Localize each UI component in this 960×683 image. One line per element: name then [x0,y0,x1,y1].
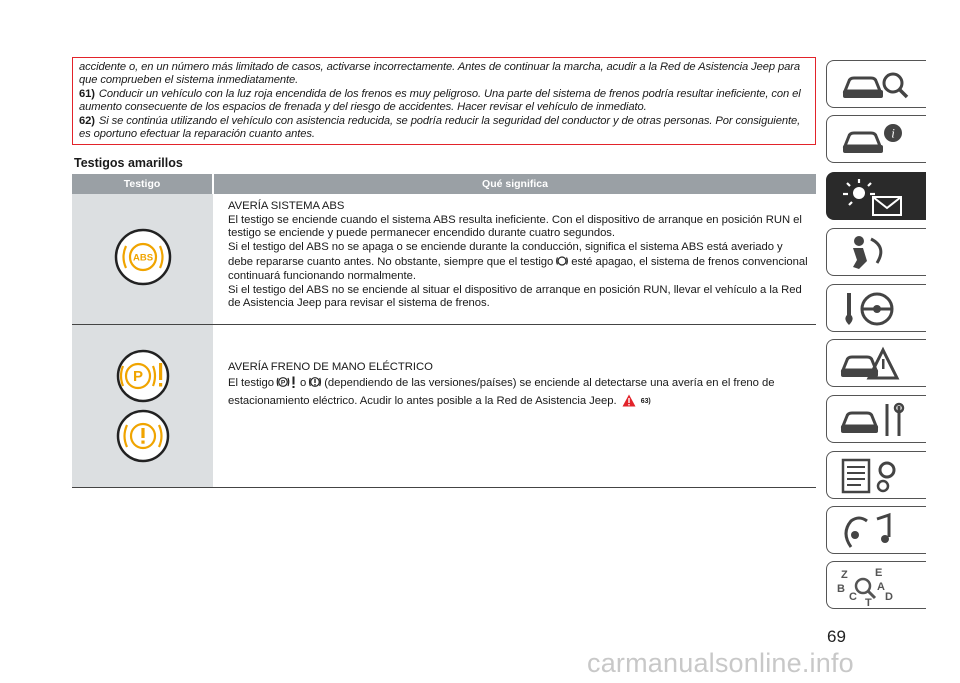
chapter-tab-safety[interactable] [826,228,926,276]
svg-text:B: B [837,583,845,595]
warning-triangle-icon [622,394,636,407]
chapter-tab-index[interactable] [826,561,926,609]
vehicle-info-icon [837,120,917,160]
note-number: 62) [79,114,95,127]
chapter-tab-multimedia[interactable] [826,506,926,554]
description-line: Si el testigo del ABS no se enciende al situar el dispositivo de arranque en posición RUN, llevar el vehículo a la Red [228,283,802,296]
watermark: carmanualsonline.info [587,648,854,678]
svg-text:E: E [875,567,883,579]
warning-paragraph [79,88,809,115]
description-text: debe repararse cuanto antes. No obstante, siempre que el testigo [228,256,554,269]
description-line: continuará funcionando normalmente. [228,269,416,282]
chapter-tab-starting-driving[interactable] [826,284,926,332]
note-reference: 63) [640,398,651,406]
svg-text:P: P [280,379,286,387]
chapter-tab-emergency[interactable] [826,339,926,387]
description-cell [213,194,816,325]
svg-text:i: i [891,125,895,141]
description-text: esté apagao, el sistema de frenos convencional [571,256,808,269]
warning-paragraph: accidente o, en un número más limitado de casos, activarse incorrectamente. Antes de continuar la marcha, acudir a la Red de Asistencia Jeep para que comprueben el sistema inmediatamente. [79,61,800,87]
dashboard-knowledge-icon [837,65,917,105]
table-row [72,194,816,325]
chapter-tab-maintenance[interactable] [826,395,926,443]
index-icon [837,566,917,606]
warning-lights-table [72,174,816,488]
brake-warning-icon [114,409,172,463]
chapter-tab-technical-data[interactable] [826,451,926,499]
svg-text:D: D [885,591,893,603]
abs-warning-icon [555,254,569,268]
electric-parking-brake-icon [276,375,298,389]
description-line: Si el testigo del ABS no se apaga o se enciende durante la conducción, significa el sistema ABS está averiado y [228,240,783,253]
svg-text:ABS: ABS [132,252,153,263]
note-number: 61) [79,87,95,100]
warning-lights-icon [837,177,917,217]
description-line: AVERÍA SISTEMA ABS [228,200,345,212]
description-line [228,254,810,270]
abs-warning-icon [114,228,172,286]
warning-paragraph [79,115,809,142]
svg-text:P: P [132,368,143,385]
description-text: El testigo [228,376,274,389]
column-header: Qué significa [213,174,816,194]
table-row [72,325,816,488]
description-line [228,394,810,409]
icon-cell [72,325,213,488]
chapter-tab-vehicle-info[interactable] [826,115,926,163]
svg-text:Z: Z [841,569,848,581]
maintenance-icon [837,400,917,440]
description-line: testigo se enciende y puede permanecer encendido durante cuatro segundos. [228,227,615,240]
description-line [228,375,810,391]
table-header-row [72,174,816,194]
description-text: (dependiendo de las versiones/países) se enciende al detectarse una avería en el freno de [324,376,775,389]
description-title: AVERÍA FRENO DE MANO ELÉCTRICO [228,361,433,373]
description-text: o [299,376,307,389]
description-text: estacionamiento eléctrico. Acudir lo antes posible a la Red de Asistencia Jeep. [228,395,617,408]
svg-text:A: A [877,581,885,593]
note-text: Conducir un vehículo con la luz roja encendida de los frenos es muy peligroso. Una parte del sistema de frenos podría resultar ineficiente, con el aumento consecuente de los espacios de frenada y del riesgo de accidentes. Hacer revisar el vehículo de inmediato. [79,87,801,114]
starting-driving-icon [837,289,917,329]
icon-cell [72,194,213,325]
chapter-tab-dashboard[interactable] [826,60,926,108]
chapter-tab-warning-lights[interactable] [826,172,926,220]
note-text: Si se continúa utilizando el vehículo con asistencia reducida, se podría reducir la seguridad del conductor y de otras personas. Por consiguiente, es oportuno efectuar la reparación cuanto antes. [79,114,801,141]
multimedia-icon [837,511,917,551]
page-number: 69 [827,627,846,646]
warning-box [72,57,816,145]
svg-text:T: T [865,597,872,606]
brake-warning-icon [308,375,322,389]
technical-data-icon [837,456,917,496]
safety-airbag-icon [837,233,917,273]
section-title: Testigos amarillos [74,156,183,170]
emergency-icon [837,344,917,384]
description-cell [213,325,816,488]
svg-text:C: C [849,591,857,603]
description-line: de Asistencia Jeep para revisar el sistema de frenos. [228,297,490,310]
electric-parking-brake-icon [114,349,172,403]
description-line: El testigo se enciende cuando el sistema ABS resulta ineficiente. Con el dispositivo de arranque en posición RUN el [228,213,802,226]
column-header: Testigo [72,174,213,194]
